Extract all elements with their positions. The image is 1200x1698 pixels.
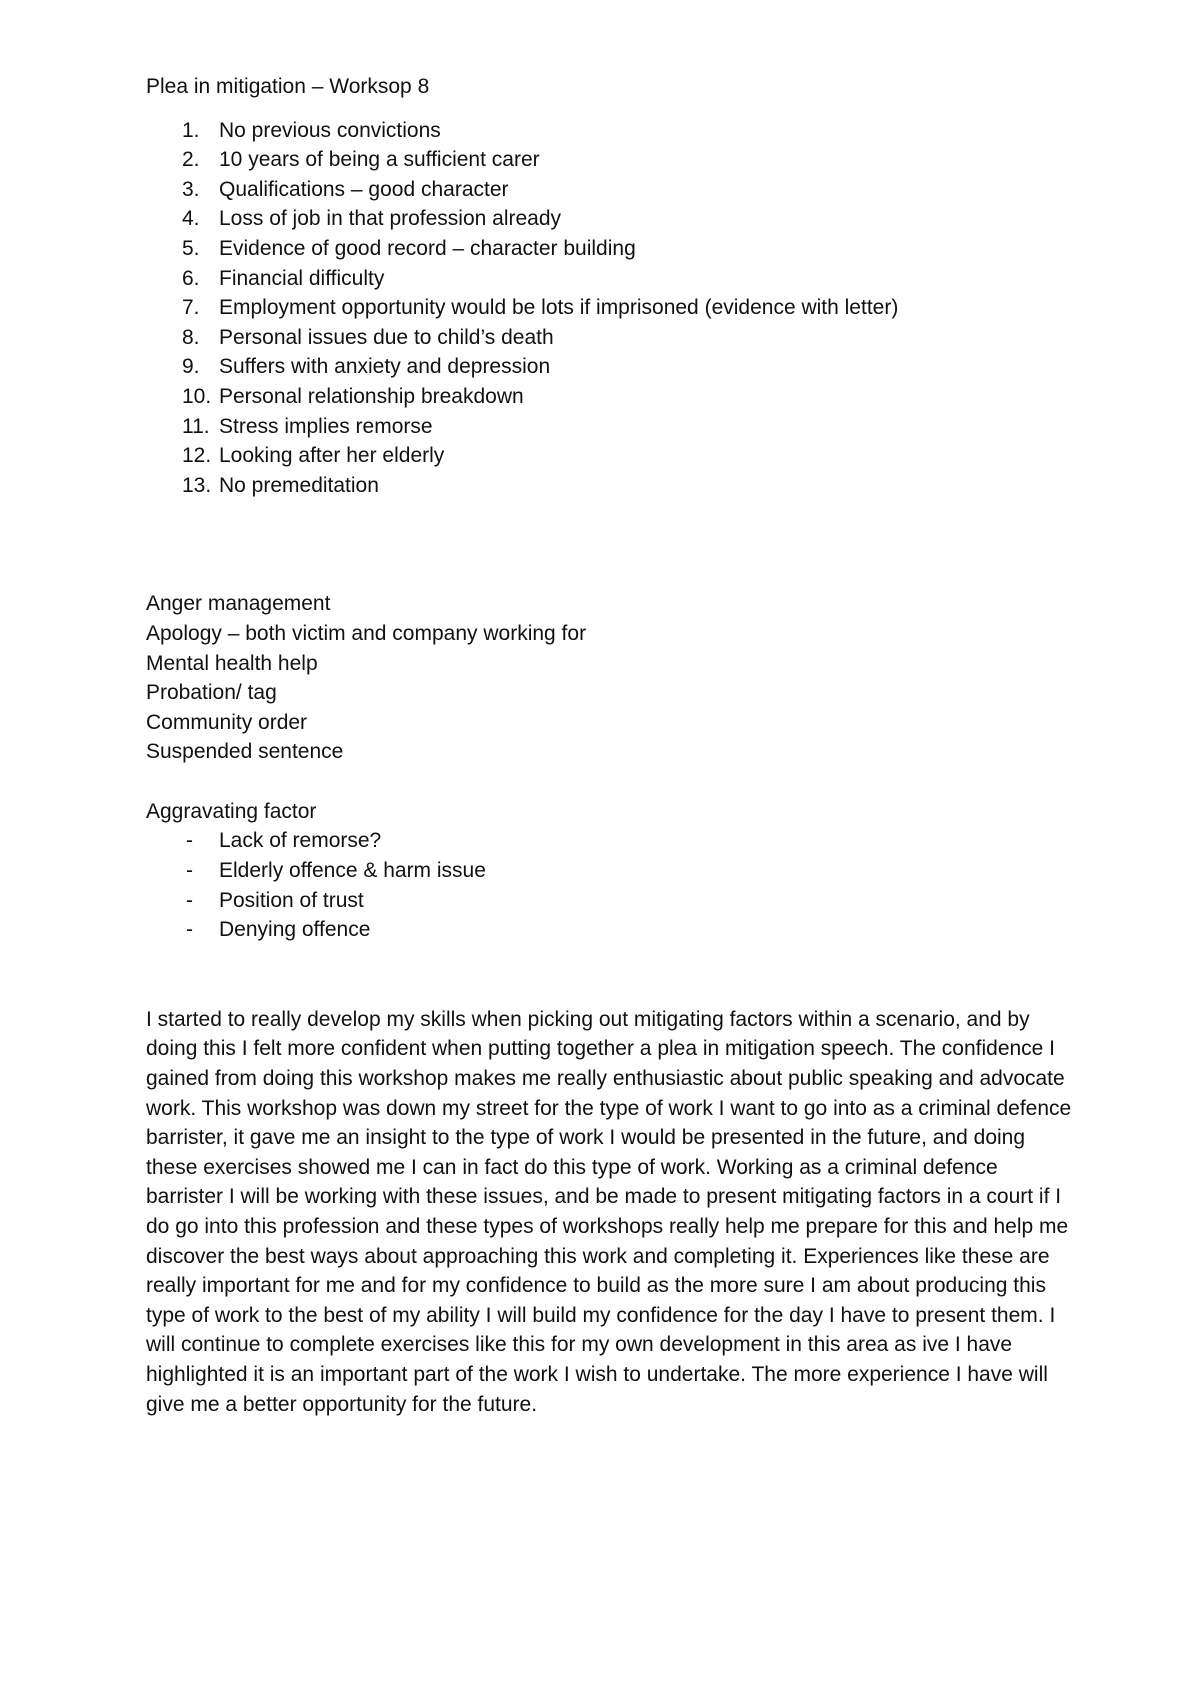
list-item-text: Looking after her elderly <box>219 444 445 468</box>
list-item <box>146 293 1076 323</box>
list-item-text: Personal issues due to child’s death <box>219 325 554 349</box>
list-item <box>146 145 1076 175</box>
list-item <box>146 323 1076 353</box>
aggravating-list <box>146 826 1076 944</box>
list-item-number: 10. <box>182 384 212 408</box>
list-item-number: 13. <box>182 473 212 497</box>
list-item-number: 11. <box>182 414 210 438</box>
list-item <box>146 915 1076 945</box>
measure-line: Mental health help <box>146 651 318 675</box>
list-item-number: 9. <box>182 355 200 379</box>
list-item <box>146 886 1076 916</box>
dash-bullet: - <box>186 829 193 853</box>
aggravating-section <box>146 797 1076 945</box>
measure-line: Community order <box>146 710 308 734</box>
list-item-number: 2. <box>182 148 200 172</box>
list-item <box>146 826 1076 856</box>
list-item-number: 1. <box>182 118 200 142</box>
list-item-text: Personal relationship breakdown <box>219 384 524 408</box>
list-item <box>146 116 1076 146</box>
document-content <box>146 72 1076 1419</box>
list-item-text: Employment opportunity would be lots if imprisoned (evidence with letter) <box>219 296 899 320</box>
list-item-number: 6. <box>182 266 200 290</box>
dash-bullet: - <box>186 918 193 942</box>
list-item-text: Position of trust <box>219 888 364 912</box>
measure-line: Anger management <box>146 592 331 616</box>
list-item-text: Financial difficulty <box>219 266 385 290</box>
aggravating-heading: Aggravating factor <box>146 799 317 823</box>
list-item <box>146 175 1076 205</box>
list-item-number: 3. <box>182 177 200 201</box>
list-item <box>146 264 1076 294</box>
dash-bullet: - <box>186 859 193 883</box>
measure-line: Suspended sentence <box>146 740 344 764</box>
list-item-number: 8. <box>182 325 200 349</box>
list-item <box>146 441 1076 471</box>
list-item-text: Evidence of good record – character building <box>219 236 636 260</box>
list-item-number: 4. <box>182 207 200 231</box>
list-item-number: 7. <box>182 296 200 320</box>
list-item <box>146 204 1076 234</box>
dash-bullet: - <box>186 888 193 912</box>
list-item-text: Stress implies remorse <box>219 414 433 438</box>
list-item <box>146 412 1076 442</box>
list-item-text: Loss of job in that profession already <box>219 207 562 231</box>
list-item <box>146 352 1076 382</box>
list-item <box>146 234 1076 264</box>
list-item-text: Lack of remorse? <box>219 829 382 853</box>
measure-line: Probation/ tag <box>146 681 277 705</box>
measure-line: Apology – both victim and company working for <box>146 621 587 645</box>
list-item <box>146 856 1076 886</box>
list-item-text: 10 years of being a sufficient carer <box>219 148 540 172</box>
list-item-text: Suffers with anxiety and depression <box>219 355 551 379</box>
list-item-text: No premeditation <box>219 473 379 497</box>
mitigating-factors-list <box>146 116 1076 501</box>
document-title: Plea in mitigation – Worksop 8 <box>146 75 430 98</box>
list-item-text: Denying offence <box>219 918 371 942</box>
list-item-text: Elderly offence & harm issue <box>219 859 486 883</box>
list-item-text: No previous convictions <box>219 118 441 142</box>
list-item-text: Qualifications – good character <box>219 177 509 201</box>
list-item <box>146 471 1076 501</box>
list-item-number: 12. <box>182 444 212 468</box>
list-item <box>146 382 1076 412</box>
list-item-number: 5. <box>182 236 200 260</box>
sentencing-measures <box>146 589 1076 767</box>
reflection-paragraph: I started to really develop my skills when picking out mitigating factors within a scenario, and by doing this I felt more confident when putting together a plea in mitigation speech. The confidence I gained from doing this workshop makes me really enthusiastic about public speaking and advocate work. This workshop was down my street for the type of work I want to go into as a criminal defence barrister, it gave me an insight to the type of work I would be presented in the future, and doing these exercises showed me I can in fact do this type of work. Working as a criminal defence barrister I will be working with these issues, and be made to present mitigating factors in a court if I do go into this profession and these types of workshops really help me prepare for this and help me discover the best ways about approaching this work and completing it. Experiences like these are really important for me and for my confidence to build as the more sure I am about producing this type of work to the best of my ability I will build my confidence for the day I have to present them. I will continue to complete exercises like this for my own development in this area as ive I have highlighted it is an important part of the work I wish to undertake. The more experience I have will give me a better opportunity for the future. <box>146 1007 1072 1416</box>
